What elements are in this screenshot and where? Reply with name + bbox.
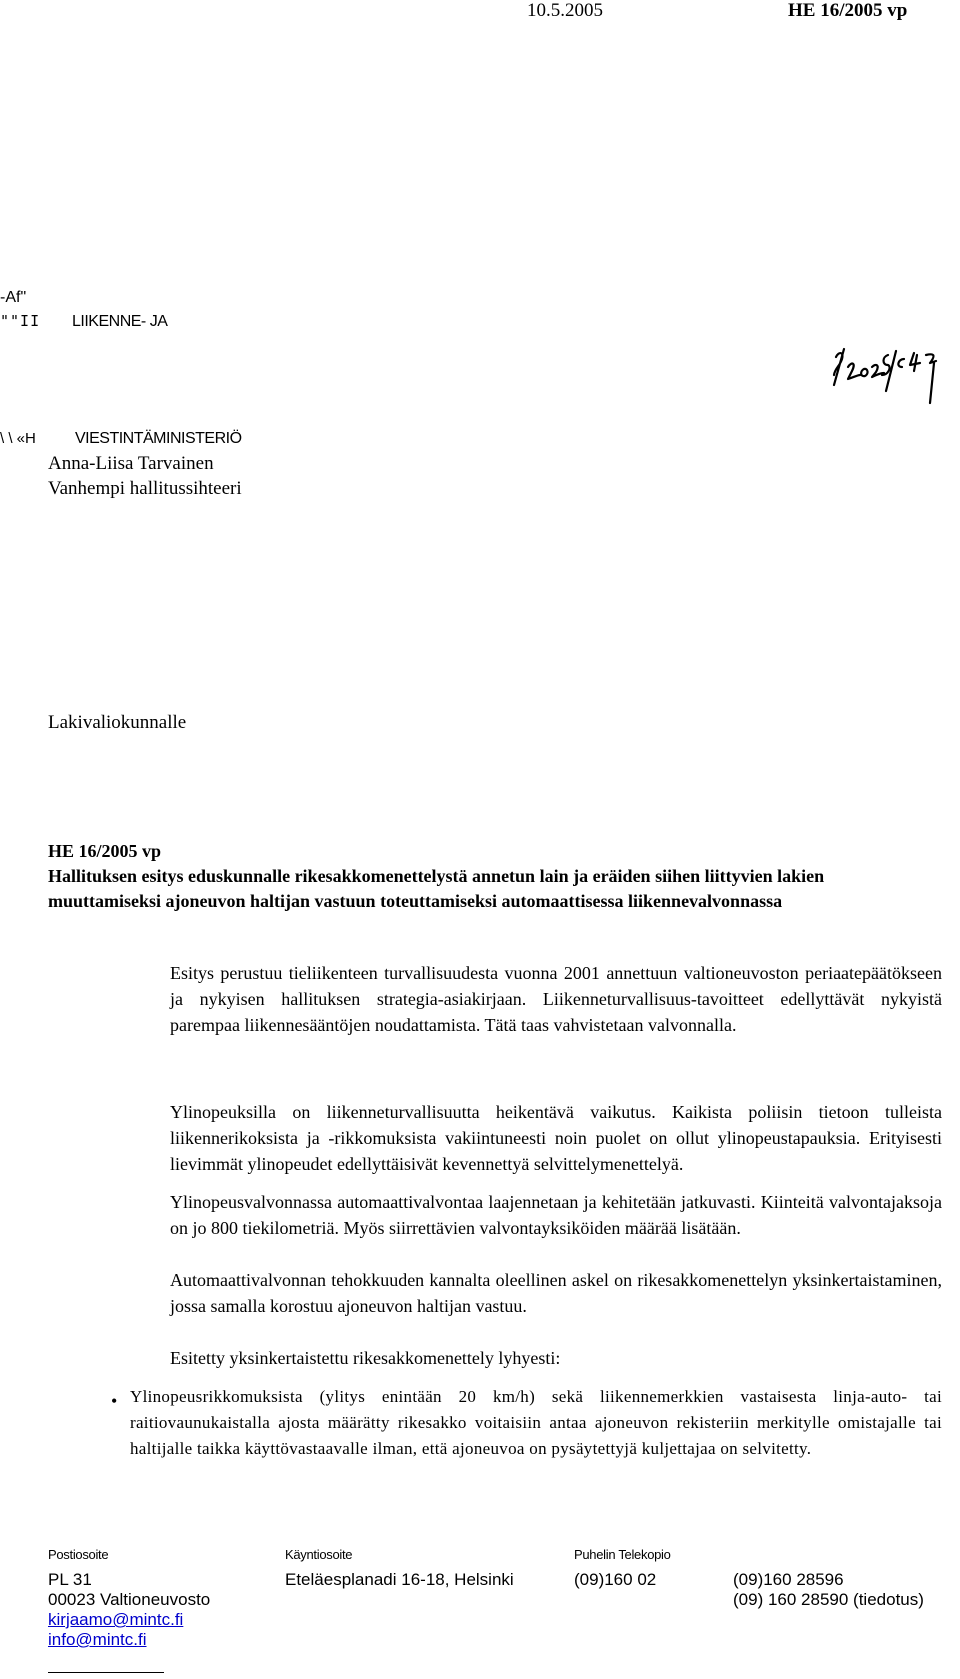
document-reference: HE 16/2005 vp [788, 0, 908, 21]
footer-phone: (09)160 02 [574, 1570, 657, 1589]
footer-post-box: PL 31 [48, 1570, 92, 1589]
logo-mark-side: \ \ «H [0, 430, 36, 447]
body-paragraph-2: Ylinopeuksilla on liikenneturvallisuutta heikentävä vaikutus. Kaikista poliisin tietoon tulleista liikennerikoksista ja -rikkomuksista vakiintuneesti noin puolet on ollut ylinopeustapauksia. Erityisesti lievimmät ylinopeudet edellyttäisivät kevennettyä selvittelymenettelyä. [170, 1102, 942, 1174]
bullet-icon: • [111, 1391, 118, 1411]
footer-post-zip: 00023 Valtioneuvosto [48, 1590, 211, 1609]
document-date: 10.5.2005 [527, 0, 603, 21]
footer-label-post-address: Postiosoite [48, 1547, 109, 1562]
logo-mark-bottom: ""II [0, 312, 41, 330]
sender-name: Anna-Liisa Tarvainen [48, 453, 214, 474]
sender-title: Vanhempi hallitussihteeri [48, 478, 242, 499]
subject-line-1: Hallituksen esitys eduskunnalle rikesakkomenettelystä annetun lain ja eräiden siihen liittyvien lakien [48, 866, 825, 886]
subject-reference: HE 16/2005 vp [48, 841, 162, 861]
recipient: Lakivaliokunnalle [48, 712, 187, 733]
footer-divider [48, 1672, 164, 1673]
footer-email-kirjaamo-link[interactable]: kirjaamo@mintc.fi [48, 1610, 184, 1629]
bullet-item-1: Ylinopeusrikkomuksista (ylitys enintään 20 km/h) sekä liikennemerkkien vastaisesta linja-auto- tai raitiovaunukaistalla ajosta määrätty rikesakko voitaisiin antaa ajoneuvon rekisteriin merkitylle omistajalle tai haltijalle taikka käyttövastaavalle ilman, että ajoneuvoa on pysäytettyjä kuljettajaa on selvitetty. [130, 1387, 942, 1458]
body-paragraph-1: Esitys perustuu tieliikenteen turvallisuudesta vuonna 2001 annettuun valtioneuvoston periaatepäätökseen ja nykyisen hallituksen strategia-asiakirjaan. Liikenneturvallisuus-tavoitteet edellyttävät nykyistä parempaa liikennesääntöjen noudattamista. Tätä taas vahvistetaan valvonnalla. [170, 963, 942, 1035]
body-paragraph-3: Ylinopeusvalvonnassa automaattivalvontaa laajennetaan ja kehitetään jatkuvasti. Kiinteitä valvontajaksoja on jo 800 tiekilometriä. Myös siirrettävien valvontayksiköiden määrää lisätään. [170, 1192, 942, 1238]
footer-fax-1: (09)160 28596 [733, 1570, 844, 1589]
logo-mark-top: -Af" [0, 289, 27, 306]
footer-label-visit-address: Käyntiosoite [285, 1547, 353, 1562]
footer-fax-2: (09) 160 28590 (tiedotus) [733, 1590, 924, 1609]
subject-line-2: muuttamiseksi ajoneuvon haltijan vastuun toteuttamiseksi automaattisessa liikennevalvonnassa [48, 891, 783, 911]
body-paragraph-4: Automaattivalvonnan tehokkuuden kannalta oleellinen askel on rikesakkomenettelyn yksinkertaistaminen, jossa samalla korostuu ajoneuvon haltijan vastuu. [170, 1270, 942, 1316]
footer-visit-address: Eteläesplanadi 16-18, Helsinki [285, 1570, 514, 1589]
ministry-name-line2: VIESTINTÄMINISTERIÖ [75, 430, 242, 447]
ministry-name-line1: LIIKENNE- JA [72, 313, 168, 330]
footer-label-phone-fax: Puhelin Telekopio [574, 1547, 671, 1562]
handwritten-registry-note [830, 345, 955, 430]
footer-email-info-link[interactable]: info@mintc.fi [48, 1630, 147, 1649]
body-paragraph-5: Esitetty yksinkertaistettu rikesakkomenettely lyhyesti: [170, 1348, 561, 1368]
